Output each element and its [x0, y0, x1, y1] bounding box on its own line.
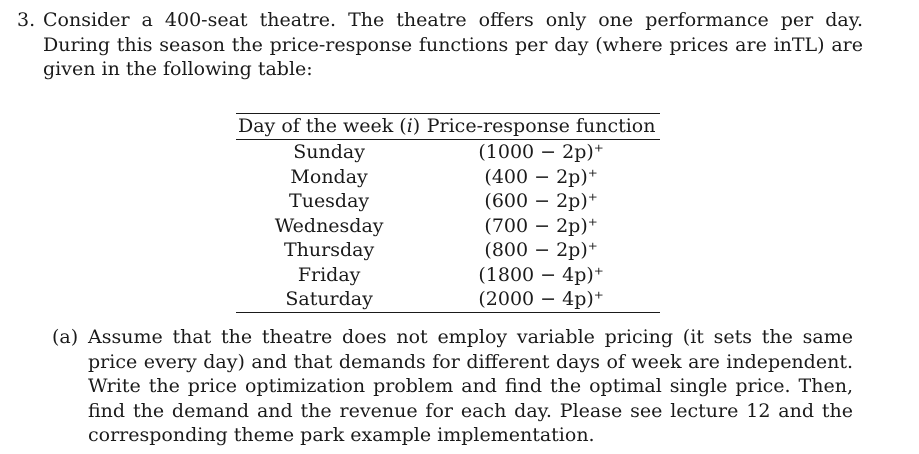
- part-a-text: Assume that the theatre does not employ variable pricing (it sets the same price every day) and that demands for different days of week are independent. Write the price optimization problem and find the optimal single price. Then, find the demand and the revenue for each day. Please see lecture 12 and the corresponding theme park example implementation.: [88, 326, 853, 446]
- table-row: [236, 165, 660, 190]
- day-cell: Friday: [297, 263, 361, 286]
- header-day-prefix: Day of the week (: [238, 115, 407, 137]
- table-row: [236, 214, 660, 239]
- table-row: [236, 287, 660, 312]
- problem-number: 3.: [17, 9, 36, 31]
- header-function: Price-response function: [426, 115, 656, 137]
- function-cell: (700 − 2p)⁺: [484, 214, 598, 237]
- table-row: [236, 140, 660, 165]
- day-cell: Sunday: [293, 141, 365, 163]
- function-cell: (400 − 2p)⁺: [484, 165, 598, 188]
- day-cell: Tuesday: [289, 190, 370, 212]
- header-day-var: i: [406, 115, 413, 137]
- function-cell: (2000 − 4p)⁺: [478, 288, 604, 310]
- header-day-suffix: ): [412, 115, 421, 137]
- day-cell: Wednesday: [274, 214, 384, 237]
- price-response-table: [236, 113, 660, 313]
- problem-intro: Consider a 400-seat theatre. The theatre offers only one performance per day. During this season the price-response functions per day (where prices are inTL) are given in the following table:: [43, 9, 863, 80]
- part-a-label: (a): [52, 326, 79, 348]
- function-cell: (800 − 2p)⁺: [484, 239, 598, 261]
- table-header-row: [236, 114, 660, 140]
- function-cell: (1000 − 2p)⁺: [478, 141, 604, 163]
- table-row: [236, 238, 660, 263]
- header-day: [236, 114, 422, 140]
- table-row: [236, 263, 660, 288]
- day-cell: Thursday: [284, 239, 375, 261]
- table-row: [236, 189, 660, 214]
- function-cell: (600 − 2p)⁺: [484, 190, 598, 212]
- day-cell: Monday: [290, 165, 368, 188]
- function-cell: (1800 − 4p)⁺: [478, 263, 604, 286]
- day-cell: Saturday: [285, 288, 373, 310]
